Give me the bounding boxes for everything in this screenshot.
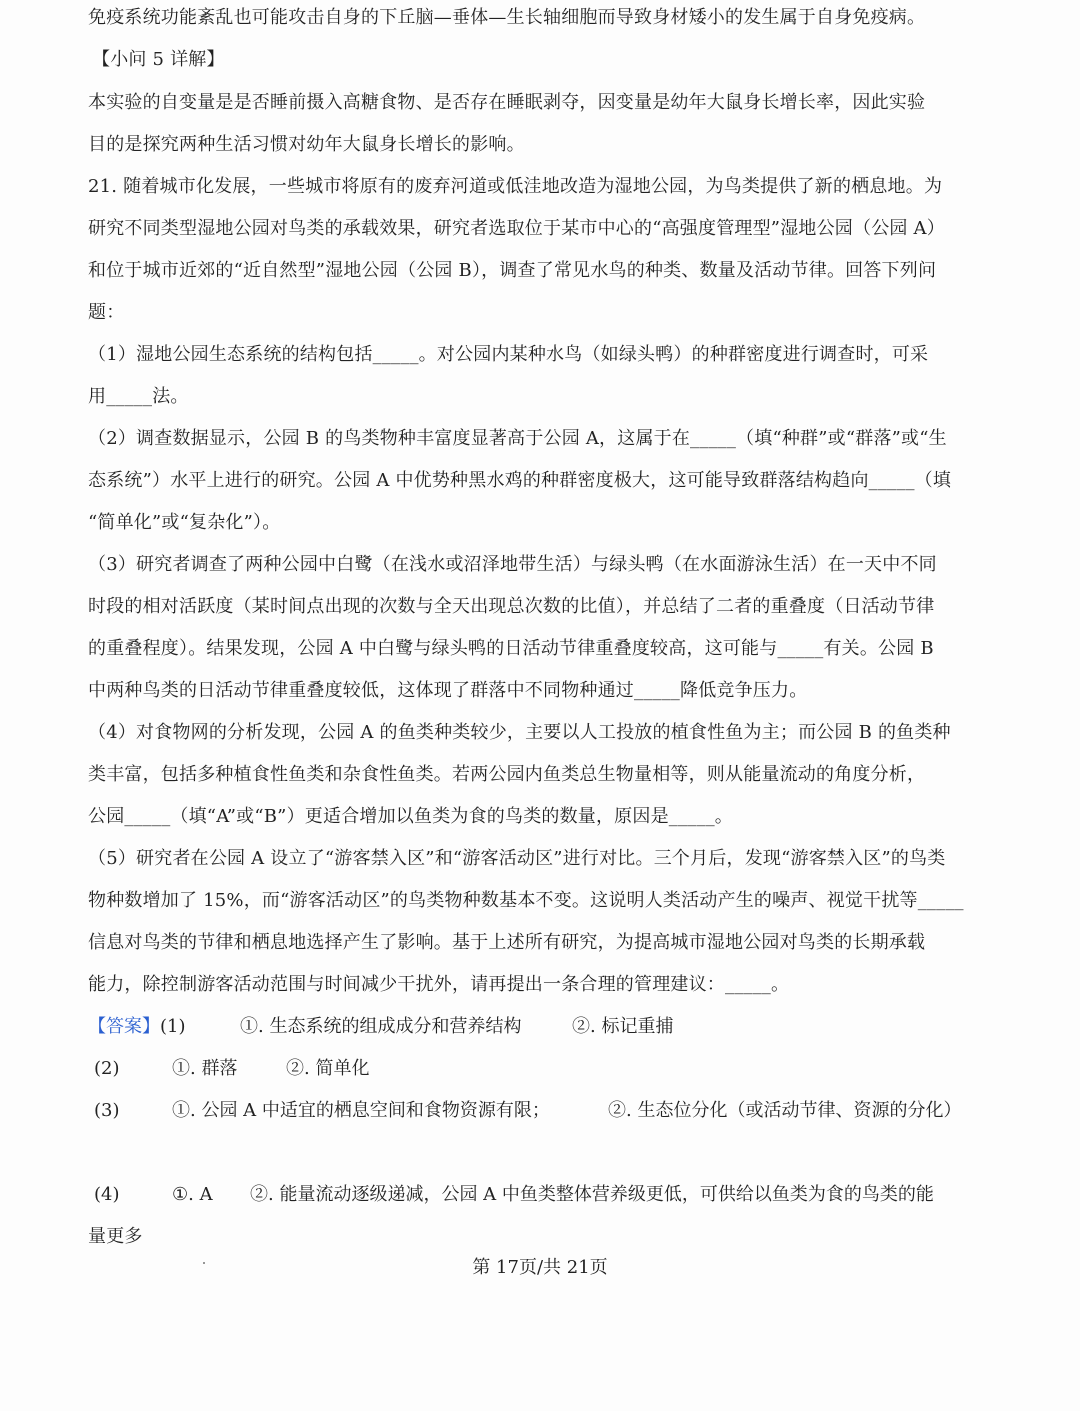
text-line: 目的是探究两种生活习惯对幼年大鼠身长增长的影响。: [88, 134, 525, 155]
answer-label: 【答案】: [88, 1016, 160, 1037]
answer-number: (1): [160, 1016, 186, 1037]
question-part5-line: （5）研究者在公园 A 设立了“游客禁入区”和“游客活动区”进行对比。三个月后，发现“游客禁入区”的鸟类: [88, 848, 946, 869]
text-line: 本实验的自变量是是否睡前摄入高糖食物、是否存在睡眠剥夺，因变量是幼年大鼠身长增长率，因此实验: [88, 92, 926, 113]
question-part3-line: 中两种鸟类的日活动节律重叠度较低，这体现了群落中不同物种通过_____降低竞争压力。: [88, 680, 808, 701]
question-part5-line: 信息对鸟类的节律和栖息地选择产生了影响。基于上述所有研究，为提高城市湿地公园对鸟类的长期承载: [88, 932, 926, 953]
question-part1-line: 用_____法。: [88, 386, 189, 407]
question-intro-line: 21. 随着城市化发展，一些城市将原有的废弃河道或低洼地改造为湿地公园，为鸟类提供了新的栖息地。为: [88, 176, 943, 197]
question-part1-line: （1）湿地公园生态系统的结构包括_____。对公园内某种水鸟（如绿头鸭）的种群密度进行调查时，可采: [88, 344, 929, 365]
page-footer: 第 17页/共 21页: [472, 1257, 608, 1278]
question-part3-line: 的重叠程度）。结果发现，公园 A 中白鹭与绿头鸭的日活动节律重叠度较高，这可能与_____有关。公园 B: [88, 638, 934, 659]
question-part4-line: 类丰富，包括多种植食性鱼类和杂食性鱼类。若两公园内鱼类总生物量相等，则从能量流动的角度分析，: [88, 764, 926, 785]
answer-number: (2): [94, 1058, 120, 1079]
answer-number: (3): [94, 1100, 120, 1121]
answer-item: ①. 公园 A 中适宜的栖息空间和食物资源有限；: [172, 1100, 550, 1121]
answer-item: ②. 简单化: [286, 1058, 370, 1079]
question-part2-line: （2）调查数据显示，公园 B 的鸟类物种丰富度显著高于公园 A，这属于在_____（填“种群”或“群落”或“生: [88, 428, 947, 449]
text-line: 免疫系统功能紊乱也可能攻击自身的下丘脑—垂体—生长轴细胞而导致身材矮小的发生属于自身免疫病。: [88, 7, 926, 28]
answer-continuation: 量更多: [88, 1226, 143, 1247]
answer-item: ①. 群落: [172, 1058, 238, 1079]
answer-item: ②. 能量流动逐级递减，公园 A 中鱼类整体营养级更低，可供给以鱼类为食的鸟类的能: [250, 1184, 934, 1205]
question-intro-line: 题：: [88, 302, 125, 323]
question-part3-line: （3）研究者调查了两种公园中白鹭（在浅水或沼泽地带生活）与绿头鸭（在水面游泳生活）在一天中不同: [88, 554, 937, 575]
question-part4-line: （4）对食物网的分析发现，公园 A 的鱼类种类较少，主要以人工投放的植食性鱼为主；而公园 B 的鱼类种: [88, 722, 951, 743]
question-part2-line: “简单化”或“复杂化”）。: [88, 512, 281, 533]
answer-item: ②. 标记重捕: [572, 1016, 674, 1037]
question-part4-line: 公园_____（填“A”或“B”）更适合增加以鱼类为食的鸟类的数量，原因是_____。: [88, 806, 733, 827]
question-part2-line: 态系统”）水平上进行的研究。公园 A 中优势种黑水鸡的种群密度极大，这可能导致群落结构趋向_____（填: [88, 470, 952, 491]
section-heading: 【小问 5 详解】: [92, 49, 225, 70]
question-part3-line: 时段的相对活跃度（某时间点出现的次数与全天出现总次数的比值），并总结了二者的重叠度（日活动节律: [88, 596, 935, 617]
answer-item: ①. A: [172, 1184, 213, 1205]
question-intro-line: 研究不同类型湿地公园对鸟类的承载效果，研究者选取位于某市中心的“高强度管理型”湿地公园（公园 A）: [88, 218, 945, 239]
question-part5-line: 物种数增加了 15%，而“游客活动区”的鸟类物种数基本不变。这说明人类活动产生的噪声、视觉干扰等_____: [88, 890, 964, 911]
answer-item: ②. 生态位分化（或活动节律、资源的分化）: [608, 1100, 962, 1121]
question-part5-line: 能力，除控制游客活动范围与时间减少干扰外，请再提出一条合理的管理建议：_____。: [88, 974, 790, 995]
answer-item: ①. 生态系统的组成成分和营养结构: [240, 1016, 522, 1037]
question-intro-line: 和位于城市近郊的“近自然型”湿地公园（公园 B），调查了常见水鸟的种类、数量及活动节律。回答下列问: [88, 260, 937, 281]
answer-number: (4): [94, 1184, 120, 1205]
